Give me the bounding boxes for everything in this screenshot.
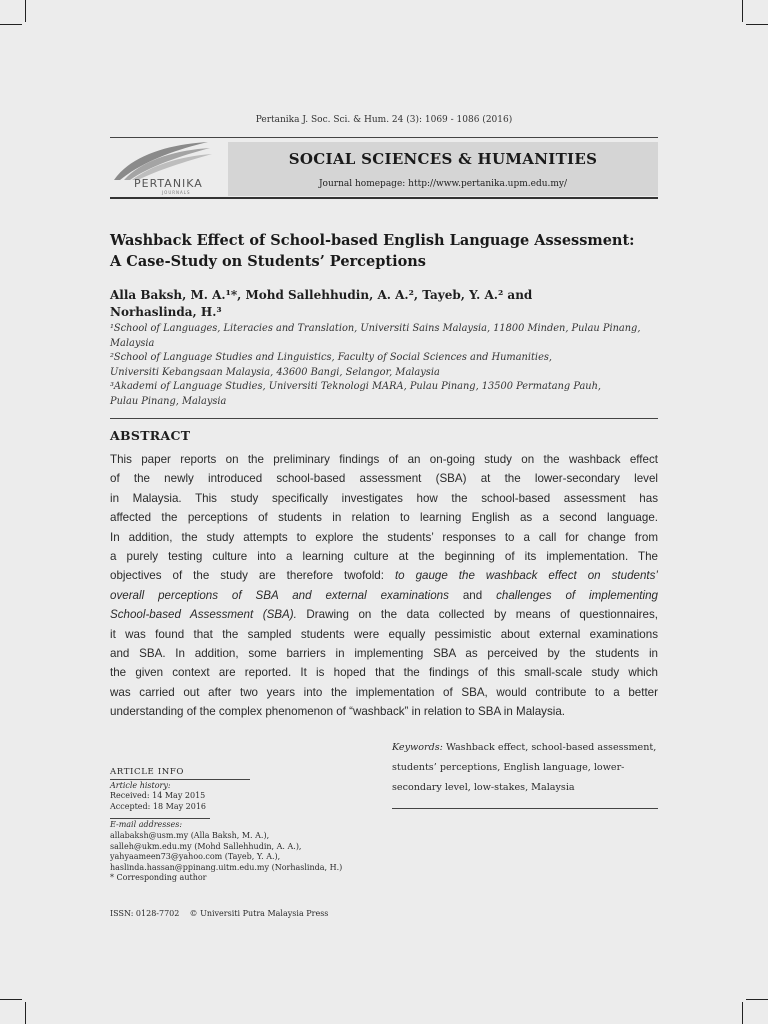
journal-homepage-link[interactable]: Journal homepage: http://www.pertanika.upm.edu.my/	[318, 179, 568, 189]
article-info-heading: ARTICLE INFO	[110, 767, 185, 777]
email-address[interactable]: salleh@ukm.edu.my (Mohd Sallehhudin, A. A.),	[110, 841, 302, 851]
abstract-line	[110, 566, 658, 585]
crop-mark	[742, 0, 743, 22]
affiliation-line: Malaysia	[110, 337, 155, 349]
header-rule	[110, 197, 658, 199]
email-address[interactable]: allabaksh@usm.my (Alla Baksh, M. A.),	[110, 830, 270, 840]
crop-mark	[0, 999, 22, 1000]
affiliation-line: ³Akademi of Language Studies, Universiti Teknologi MARA, Pulau Pinang, 13500 Permatang Pauh,	[110, 381, 602, 392]
crop-mark	[25, 1002, 26, 1024]
abstract-line: in Malaysia. This study specifically investigates how the school-based assessment has	[110, 491, 658, 505]
abstract-objective-2: challenges of implementing	[496, 588, 658, 602]
email-addresses-label: E-mail addresses:	[110, 820, 183, 830]
logo-subtitle: JOURNALS	[162, 190, 191, 195]
abstract-objective-2-cont: School-based Assessment (SBA).	[110, 608, 297, 622]
publisher: © Universiti Putra Malaysia Press	[189, 909, 329, 918]
abstract-line: This paper reports on the preliminary findings of an on-going study on the washback effect	[110, 453, 658, 466]
accepted-date: Accepted: 18 May 2016	[110, 801, 207, 811]
affiliations	[110, 322, 670, 409]
email-address[interactable]: yahyaameen73@yahoo.com (Tayeb, Y. A.),	[110, 852, 281, 862]
abstract-text: objectives of the study are therefore twofold:	[110, 569, 395, 583]
email-address[interactable]: haslinda.hassan@ppinang.uitm.edu.my (Norhaslinda, H.)	[110, 862, 343, 872]
affiliation-line: Universiti Kebangsaan Malaysia, 43600 Bangi, Selangor, Malaysia	[110, 366, 440, 378]
header-rule	[110, 137, 658, 138]
abstract-line: a purely testing culture into a learning culture at the beginning of its implementation. The	[110, 550, 658, 564]
keywords-text: Washback effect, school-based assessment,	[442, 742, 657, 753]
abstract-line: affected the perceptions of students in relation to learning English as a second language.	[110, 511, 658, 525]
article-info	[110, 767, 370, 884]
abstract-objective-1-cont: overall perceptions of SBA and external examinations	[110, 588, 449, 602]
abstract-text: and	[448, 588, 497, 602]
author-line: Norhaslinda, H.³	[110, 305, 222, 319]
paper-title-line: Washback Effect of School-based English Language Assessment:	[110, 232, 635, 249]
paper-title	[110, 230, 670, 272]
article-history-label: Article history:	[110, 780, 171, 790]
author-list	[110, 287, 670, 321]
abstract-line	[110, 586, 658, 605]
abstract-heading: ABSTRACT	[110, 428, 191, 443]
affiliation-line: ²School of Language Studies and Linguistics, Faculty of Social Sciences and Humanities,	[110, 352, 553, 363]
author-line: Alla Baksh, M. A.¹*, Mohd Sallehhudin, A. A.², Tayeb, Y. A.² and	[110, 288, 533, 302]
journal-header-band	[228, 142, 658, 196]
keywords-rule	[392, 808, 658, 809]
crop-mark	[746, 999, 768, 1000]
abstract-line: and SBA. In addition, some barriers in implementing SBA as perceived by the students in	[110, 647, 658, 661]
keywords-line: students’ perceptions, English language, lower-	[392, 762, 625, 773]
article-info-rule	[110, 779, 250, 780]
footer	[110, 909, 328, 918]
spacer	[110, 812, 370, 817]
crop-mark	[746, 24, 768, 25]
corresponding-author-note: * Corresponding author	[110, 873, 207, 883]
crop-mark	[25, 0, 26, 22]
section-rule	[110, 418, 658, 419]
abstract-line: understanding of the complex phenomenon of “washback” in relation to SBA in Malaysia.	[110, 705, 565, 719]
abstract-objective-1: to gauge the washback effect on students’	[394, 569, 659, 583]
journal-reference: Pertanika J. Soc. Sci. & Hum. 24 (3): 1069 - 1086 (2016)	[255, 115, 513, 125]
abstract-line: the given context are reported. It is hoped that the findings of this small-scale study which	[110, 666, 658, 680]
keywords-line	[392, 738, 658, 758]
abstract-body	[110, 450, 658, 722]
abstract-line	[110, 605, 658, 624]
issn: ISSN: 0128-7702	[110, 909, 180, 918]
crop-mark	[0, 24, 22, 25]
logo-name: PERTANIKA	[134, 177, 203, 190]
crop-mark	[742, 1002, 743, 1024]
abstract-text: Drawing on the data collected by means of questionnaires,	[296, 608, 658, 622]
abstract-line: it was found that the sampled students were equally pessimistic about external examinations	[110, 627, 658, 641]
keywords	[392, 738, 658, 798]
abstract-line: In addition, the study attempts to explore the students’ responses to a call for change from	[110, 530, 658, 544]
affiliation-line: ¹School of Languages, Literacies and Translation, Universiti Sains Malaysia, 11800 Minden, Pulau Pinang,	[110, 323, 641, 334]
abstract-line: of the newly introduced school-based assessment (SBA) at the lower-secondary level	[110, 472, 658, 486]
received-date: Received: 14 May 2015	[110, 791, 206, 801]
paper-title-line: A Case-Study on Students’ Perceptions	[110, 253, 426, 270]
keywords-line: secondary level, low-stakes, Malaysia	[392, 782, 575, 793]
keywords-label: Keywords:	[392, 742, 443, 753]
article-info-rule	[110, 818, 210, 819]
abstract-line: was carried out after two years into the implementation of SBA, would contribute to a better	[110, 685, 658, 699]
affiliation-line: Pulau Pinang, Malaysia	[110, 395, 227, 407]
pertanika-logo	[110, 140, 228, 196]
section-title: SOCIAL SCIENCES & HUMANITIES	[288, 150, 598, 168]
